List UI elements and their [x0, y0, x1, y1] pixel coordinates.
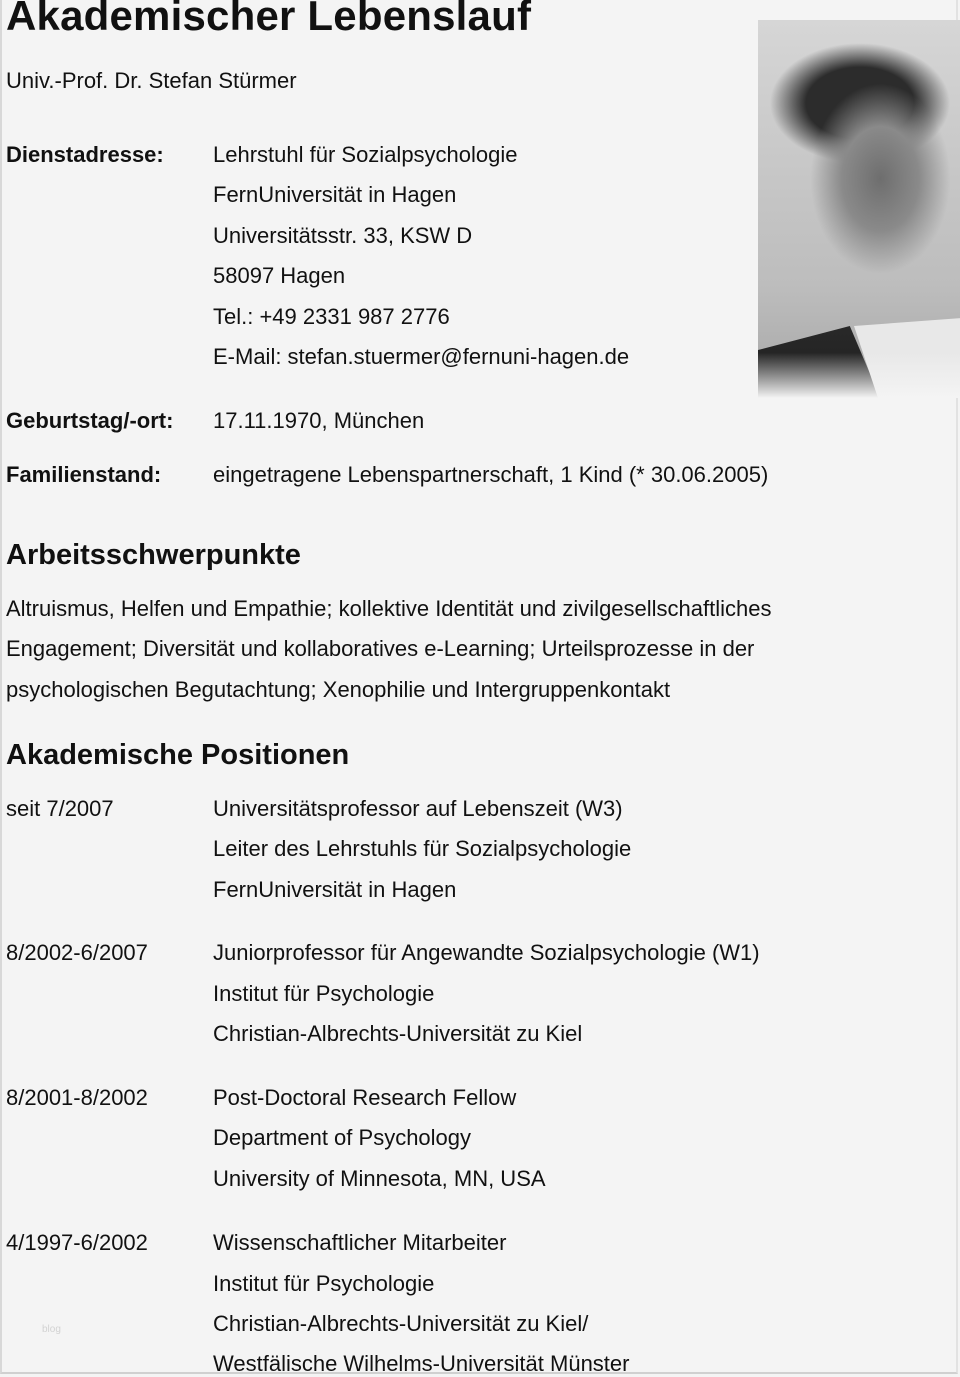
- birth-label: Geburtstag/-ort:: [6, 408, 174, 433]
- family-label: Familienstand:: [6, 462, 162, 487]
- address-label: Dienstadresse:: [6, 142, 164, 167]
- position-line: Universitätsprofessor auf Lebenszeit (W3): [213, 796, 623, 821]
- position-line: Institut für Psychologie: [213, 981, 435, 1006]
- person-name: Univ.-Prof. Dr. Stefan Stürmer: [6, 68, 297, 93]
- focus-heading: Arbeitsschwerpunkte: [6, 539, 301, 571]
- position-line: Wissenschaftlicher Mitarbeiter: [213, 1230, 507, 1255]
- focus-line: Engagement; Diversität und kollaboratives e-Learning; Urteilsprozesse in der: [6, 636, 755, 661]
- address-line: 58097 Hagen: [213, 263, 346, 288]
- address-line: FernUniversität in Hagen: [213, 182, 457, 207]
- position-line: Christian-Albrechts-Universität zu Kiel: [213, 1021, 583, 1046]
- focus-line: Altruismus, Helfen und Empathie; kollektive Identität und zivilgesellschaftliches: [6, 596, 772, 621]
- position-line: Christian-Albrechts-Universität zu Kiel/: [213, 1311, 589, 1336]
- email-line: E-Mail: stefan.stuermer@fernuni-hagen.de: [213, 344, 630, 369]
- portrait-photo: [758, 20, 960, 398]
- position-line: Institut für Psychologie: [213, 1271, 435, 1296]
- positions-heading: Akademische Positionen: [6, 739, 350, 771]
- position-line: Department of Psychology: [213, 1125, 472, 1150]
- position-line: Juniorprofessor für Angewandte Sozialpsychologie (W1): [213, 940, 760, 965]
- position-line: Westfälische Wilhelms-Universität Münster: [213, 1351, 630, 1376]
- family-value: eingetragene Lebenspartnerschaft, 1 Kind (* 30.06.2005): [213, 462, 769, 487]
- position-line: FernUniversität in Hagen: [213, 877, 457, 902]
- address-line: Lehrstuhl für Sozialpsychologie: [213, 142, 518, 167]
- photo-fade: [758, 20, 960, 398]
- position-period: 4/1997-6/2002: [6, 1230, 148, 1255]
- birth-value: 17.11.1970, München: [213, 408, 425, 433]
- page-title: Akademischer Lebenslauf: [6, 0, 532, 39]
- address-line: Universitätsstr. 33, KSW D: [213, 223, 473, 248]
- position-line: Leiter des Lehrstuhls für Sozialpsychologie: [213, 836, 632, 861]
- watermark-text: blog: [42, 1324, 61, 1335]
- position-period: seit 7/2007: [6, 796, 114, 821]
- position-period: 8/2001-8/2002: [6, 1085, 148, 1110]
- focus-line: psychologischen Begutachtung; Xenophilie und Intergruppenkontakt: [6, 677, 671, 702]
- phone-line: Tel.: +49 2331 987 2776: [213, 304, 450, 329]
- position-line: Post-Doctoral Research Fellow: [213, 1085, 517, 1110]
- position-period: 8/2002-6/2007: [6, 940, 148, 965]
- position-line: University of Minnesota, MN, USA: [213, 1166, 546, 1191]
